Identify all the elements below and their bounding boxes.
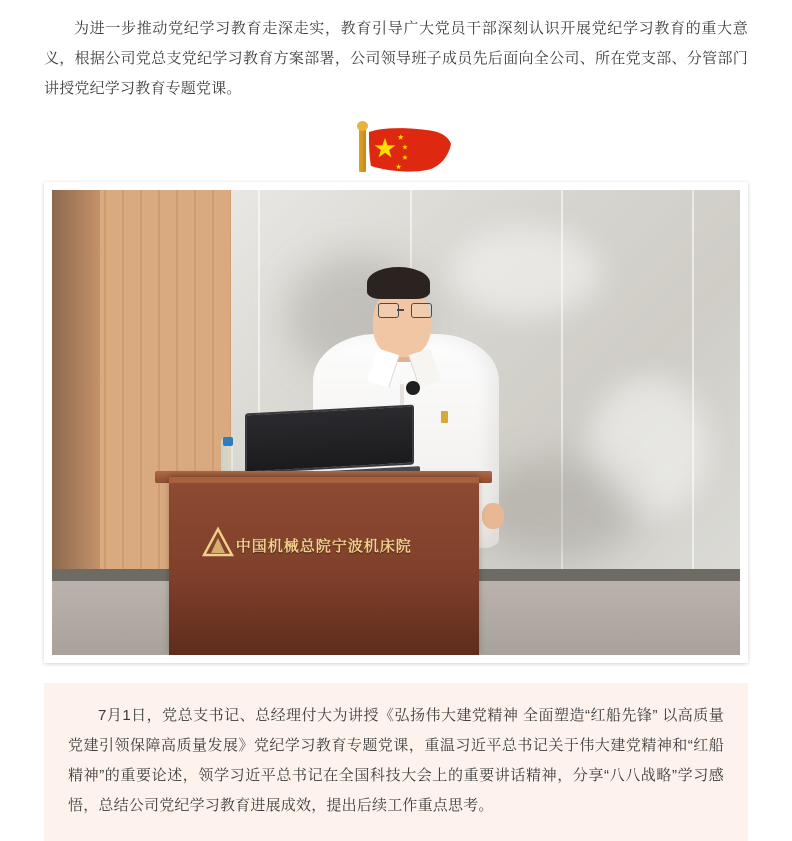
party-emblem-badge <box>441 411 448 423</box>
caption-paragraph: 7月1日，党总支书记、总经理付大为讲授《弘扬伟大建党精神 全面塑造“红船先锋” 以高质量党建引领保障高质量发展》党纪学习教育专题党课，重温习近平总书记关于伟大建党精神和“红船精神”的重要论述，领学习近平总书记在全国科技大会上的重要讲话精神，分享“八八战略”学习感悟，总结公司党纪学习教育进展成效，提出后续工作重点思考。 <box>68 707 724 814</box>
speaker-hair <box>367 267 430 299</box>
podium <box>169 477 479 655</box>
laptop-screen <box>245 405 414 474</box>
chinese-flag-emblem-icon <box>341 126 451 172</box>
flag-divider <box>0 118 792 180</box>
flag-pole-finial <box>357 121 368 131</box>
glasses-right-lens <box>411 303 432 318</box>
podium-nameplate-text: 中国机械总院宁波机床院 <box>235 538 412 555</box>
water-bottle-cap <box>223 437 233 446</box>
intro-paragraph: 为进一步推动党纪学习教育走深走实，教育引导广大党员干部深刻认识开展党纪学习教育的重大意义，根据公司党总支党纪学习教育方案部署，公司领导班子成员先后面向全公司、所在党支部、分管部门讲授党纪学习教育专题党课。 <box>44 20 748 97</box>
lecturer-at-podium-photo <box>52 190 740 655</box>
flag-pole <box>359 126 366 172</box>
microphone-head <box>406 381 420 395</box>
chinese-flag-icon <box>369 128 451 172</box>
caption-card <box>44 683 748 841</box>
photo-card <box>44 182 748 663</box>
glasses-left-lens <box>378 303 399 318</box>
speaker-hand <box>482 503 504 529</box>
glasses-bridge <box>397 309 404 311</box>
